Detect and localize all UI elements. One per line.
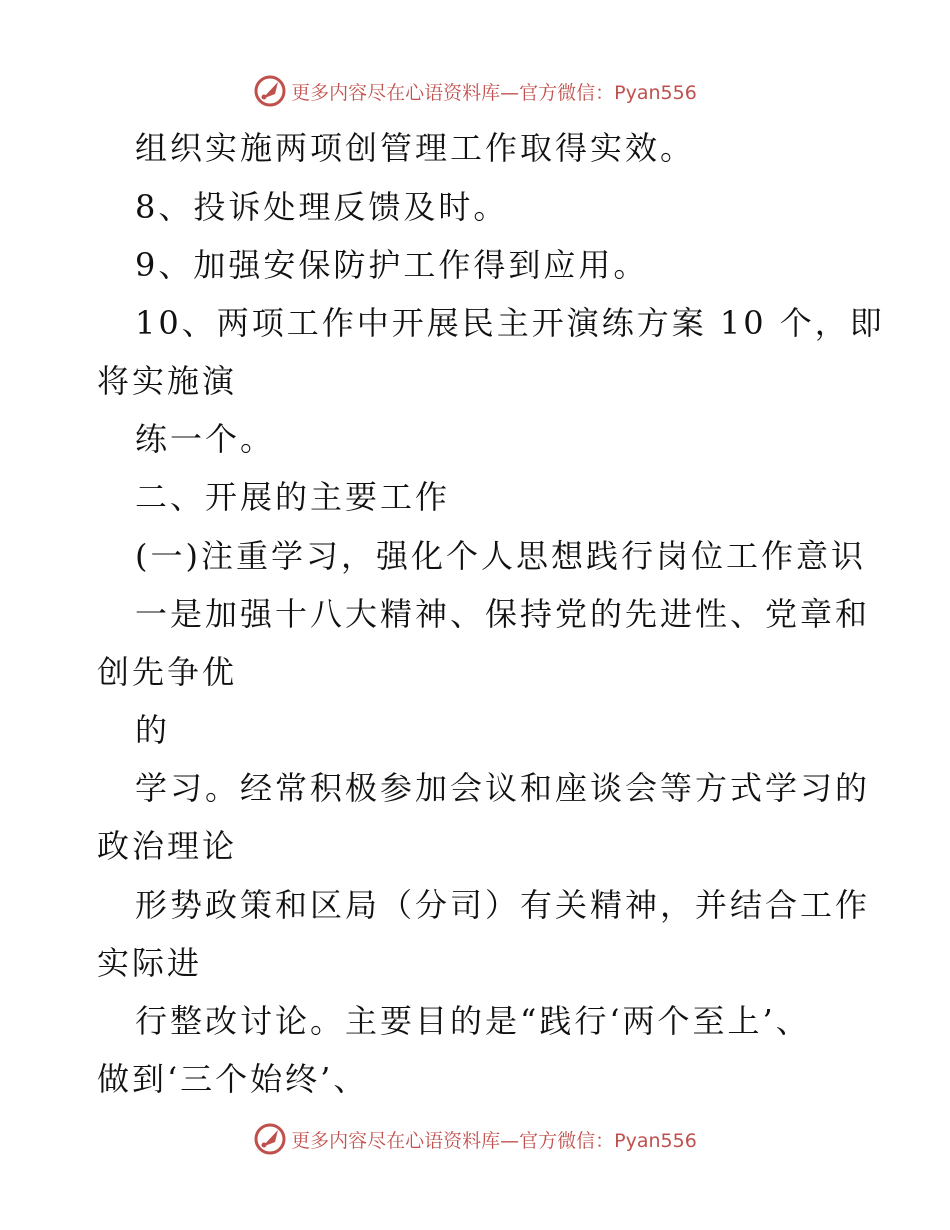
subsection-heading: (一)注重学习，强化个人思想践行岗位工作意识 xyxy=(135,537,866,575)
watermark-text: 更多内容尽在心语资料库—官方微信：Pyan556 xyxy=(291,1129,697,1152)
quill-logo-icon xyxy=(253,74,287,108)
text-line: 的 xyxy=(135,711,171,749)
text-line: 行整改讨论。主要目的是“践行‘两个至上’、 xyxy=(135,1002,811,1040)
text-line: 9、加强安保防护工作得到应用。 xyxy=(135,246,649,284)
section-heading: 二、开展的主要工作 xyxy=(135,478,451,516)
text-line: 学习。经常积极参加会议和座谈会等方式学习的 xyxy=(135,769,871,807)
text-line: 将实施演 xyxy=(97,362,238,400)
watermark-text: 更多内容尽在心语资料库—官方微信：Pyan556 xyxy=(291,81,697,104)
text-line: 10、两项工作中开展民主开演练方案 10 个，即 xyxy=(135,304,885,342)
text-line: 练一个。 xyxy=(135,420,276,458)
text-line: 8、投诉处理反馈及时。 xyxy=(135,188,509,226)
quill-logo-icon xyxy=(253,1122,287,1156)
footer-watermark xyxy=(0,1119,950,1159)
text-line: 一是加强十八大精神、保持党的先进性、党章和 xyxy=(135,595,871,633)
text-line: 做到‘三个始终’、 xyxy=(97,1060,369,1098)
header-watermark xyxy=(0,71,950,111)
text-line: 组织实施两项创管理工作取得实效。 xyxy=(135,129,696,167)
text-line: 政治理论 xyxy=(97,827,238,865)
text-line: 实际进 xyxy=(97,944,203,982)
text-line: 形势政策和区局（分司）有关精神，并结合工作 xyxy=(135,886,871,924)
text-line: 创先争优 xyxy=(97,653,238,691)
